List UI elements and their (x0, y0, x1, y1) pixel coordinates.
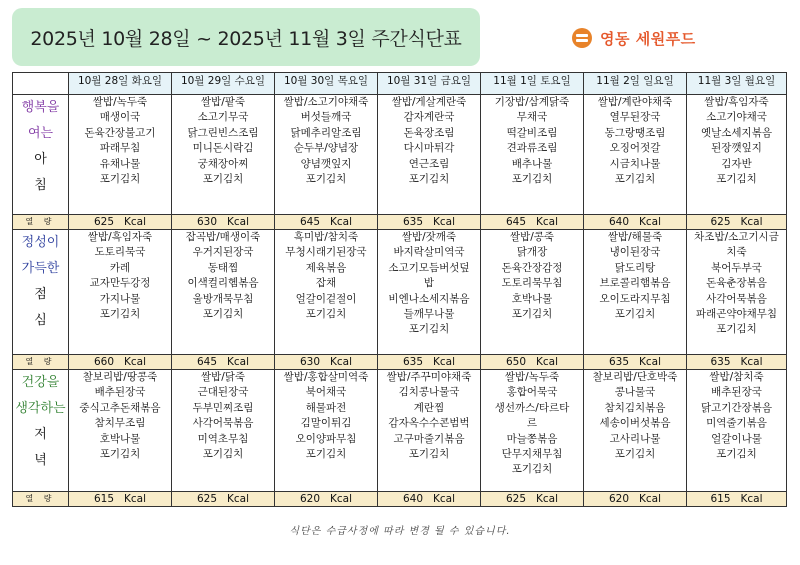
kcal-cell (378, 492, 481, 507)
menu-item: 돈육춘장볶음 (706, 277, 767, 290)
menu-item: 동그랑땡조림 (604, 126, 666, 139)
menu-item: 콩나물국 (614, 386, 656, 399)
kcal-cell (481, 215, 584, 230)
brand-name: 영동 세원푸드 (600, 29, 696, 48)
menu-item: 포기김치 (614, 173, 656, 186)
menu-item: 소고기무국 (197, 111, 249, 124)
menu-item: 다시마튀각 (403, 142, 455, 155)
kcal-value: 615 (710, 493, 731, 505)
menu-item: 얼갈이겉절이 (295, 292, 357, 305)
menu-cell (275, 230, 378, 355)
meal-label-line: 여는 (27, 126, 54, 141)
kcal-unit: Kcal (740, 216, 763, 228)
menu-cell (584, 230, 687, 355)
menu-item: 미역초무침 (197, 432, 249, 445)
kcal-cell (172, 215, 275, 230)
menu-item: 닭메추리알조림 (290, 126, 362, 139)
meal-label-line: 점 심 (34, 287, 57, 328)
kcal-unit: Kcal (124, 356, 147, 368)
menu-item: 르 (526, 417, 538, 430)
menu-item: 궁채장아찌 (197, 157, 249, 170)
kcal-value: 640 (402, 493, 424, 505)
menu-item: 오징어젓갈 (609, 142, 661, 155)
menu-item: 쌀밥/홍합살미역죽 (283, 371, 369, 383)
menu-item: 마늘쫑볶음 (506, 432, 558, 445)
kcal-value: 635 (710, 356, 731, 368)
menu-cell (687, 230, 787, 355)
day-header: 11월 1일 토요일 (481, 73, 584, 95)
dinner-label (13, 370, 69, 492)
menu-item: 쌀밥/녹두죽 (504, 371, 560, 383)
menu-item: 포기김치 (716, 323, 757, 336)
menu-item: 배추된장국 (711, 386, 762, 399)
menu-item: 견과류조림 (506, 142, 558, 155)
breakfast-row (13, 95, 787, 215)
menu-item: 포기김치 (408, 173, 450, 186)
menu-item: 닭개장 (516, 246, 548, 259)
kcal-value: 645 (196, 356, 218, 368)
kcal-value: 630 (196, 216, 218, 228)
kcal-unit: Kcal (536, 216, 559, 228)
menu-item: 울방개묵무침 (192, 292, 254, 305)
kcal-unit: Kcal (639, 216, 662, 228)
menu-item: 사각어묵볶음 (706, 292, 767, 305)
menu-cell (481, 95, 584, 215)
page-title: 2025년 10월 28일 ~ 2025년 11월 3일 주간식단표 (12, 8, 480, 66)
menu-item: 두부민찌조림 (192, 401, 254, 414)
menu-item: 쌀밥/콩죽 (509, 231, 555, 243)
menu-item: 포기김치 (305, 448, 347, 461)
kcal-unit: Kcal (433, 356, 456, 368)
menu-item: 냉이된장국 (609, 246, 661, 259)
meal-label-line: 아 침 (34, 152, 57, 193)
kcal-cell (378, 215, 481, 230)
menu-item: 중식고추돈채볶음 (79, 401, 161, 414)
menu-cell (687, 370, 787, 492)
day-header-row (13, 73, 787, 95)
menu-item: 쌀밥/소고기야채죽 (283, 96, 369, 108)
menu-cell (584, 95, 687, 215)
menu-item: 포기김치 (716, 448, 757, 461)
kcal-unit: Kcal (124, 493, 147, 505)
menu-item: 찰보리밥/땅콩죽 (82, 371, 158, 383)
menu-item: 쌀밥/팥죽 (200, 96, 246, 108)
menu-item: 쌀밥/흑임자죽 (704, 96, 769, 108)
day-header: 10월 31일 금요일 (378, 73, 481, 95)
menu-item: 돈육간장불고기 (84, 126, 156, 139)
menu-item: 닭그린빈스조림 (187, 126, 259, 139)
menu-item: 포기김치 (202, 448, 244, 461)
menu-item: 소고기야채국 (706, 111, 767, 124)
kcal-unit: Kcal (740, 493, 763, 505)
menu-item: 포기김치 (305, 173, 347, 186)
menu-item: 배추된장국 (94, 386, 146, 399)
menu-item: 감자옥수수콘범벅 (388, 417, 470, 430)
menu-cell (378, 370, 481, 492)
menu-item: 쌀밥/흑임자죽 (87, 231, 153, 243)
menu-cell (275, 95, 378, 215)
menu-item: 쌀밥/참치죽 (709, 371, 764, 383)
lunch-kcal-row (13, 355, 787, 370)
menu-item: 쌀밥/계란야채죽 (597, 96, 673, 108)
menu-item: 포기김치 (305, 308, 347, 321)
brand (572, 24, 696, 52)
lunch-label (13, 230, 69, 355)
menu-item: 무채국 (516, 111, 548, 124)
menu-item: 기장밥/삼계닭죽 (494, 96, 570, 108)
menu-item: 파래곤약야채무침 (695, 308, 778, 321)
menu-item: 배추나물 (511, 157, 553, 170)
kcal-cell (172, 355, 275, 370)
menu-item: 동태찜 (207, 261, 239, 274)
menu-item: 연근조림 (408, 157, 450, 170)
menu-item: 세송이버섯볶음 (599, 417, 671, 430)
kcal-cell (172, 492, 275, 507)
kcal-value: 630 (299, 356, 321, 368)
menu-cell (378, 230, 481, 355)
kcal-unit: Kcal (639, 356, 662, 368)
menu-item: 포기김치 (408, 323, 450, 336)
menu-item: 치죽 (726, 246, 747, 259)
meal-label-line: 가득한 (21, 261, 60, 276)
menu-item: 포기김치 (408, 448, 450, 461)
menu-item: 포기김치 (511, 463, 553, 476)
menu-item: 오이도라지무침 (599, 292, 671, 305)
menu-item: 된장깻잎지 (711, 142, 762, 155)
kcal-value: 625 (196, 493, 218, 505)
menu-cell (69, 370, 172, 492)
menu-item: 밥 (423, 277, 435, 290)
menu-item: 고사리나물 (609, 432, 661, 445)
menu-item: 쌀밥/닭죽 (200, 371, 246, 383)
kcal-value: 645 (299, 216, 321, 228)
breakfast-kcal-row (13, 215, 787, 230)
kcal-label: 열 량 (13, 215, 69, 230)
menu-item: 포기김치 (511, 308, 553, 321)
menu-item: 잡채 (315, 277, 337, 290)
menu-cell (69, 95, 172, 215)
menu-item: 포기김치 (99, 448, 141, 461)
menu-item: 찰보리밥/단호박죽 (592, 371, 678, 383)
menu-item: 이색컬리헴볶음 (187, 277, 259, 290)
menu-item: 차조밥/소고기시금 (694, 231, 779, 243)
menu-item: 김자반 (721, 157, 752, 170)
dinner-kcal-row (13, 492, 787, 507)
menu-item: 단무지채무침 (501, 448, 563, 461)
menu-item: 시금치나물 (609, 157, 661, 170)
menu-item: 가지나물 (99, 292, 141, 305)
menu-item: 감자계란국 (403, 111, 455, 124)
menu-item: 참치김치볶음 (604, 401, 666, 414)
kcal-unit: Kcal (330, 216, 353, 228)
kcal-cell (275, 355, 378, 370)
menu-item: 오이양파무침 (295, 432, 357, 445)
day-header: 10월 30일 목요일 (275, 73, 378, 95)
kcal-value: 615 (93, 493, 115, 505)
menu-item: 김치콩나물국 (398, 386, 460, 399)
menu-cell (584, 370, 687, 492)
menu-item: 브로콜리햄볶음 (599, 277, 671, 290)
menu-item: 호박나물 (99, 432, 141, 445)
meal-label-line: 정성이 (21, 235, 60, 250)
weekly-menu-table (12, 72, 787, 507)
kcal-unit: Kcal (433, 216, 456, 228)
menu-item: 사각어묵볶음 (192, 417, 254, 430)
menu-cell (69, 230, 172, 355)
menu-item: 고구마줄기볶음 (393, 432, 465, 445)
kcal-unit: Kcal (433, 493, 456, 505)
menu-item: 호박나물 (511, 292, 553, 305)
menu-item: 잡곡밥/매생이죽 (185, 231, 261, 243)
kcal-cell (69, 355, 172, 370)
menu-item: 북어채국 (305, 386, 347, 399)
kcal-value: 650 (505, 356, 527, 368)
kcal-label: 열 량 (13, 492, 69, 507)
menu-item: 쌀밥/해물죽 (607, 231, 663, 243)
lunch-row (13, 230, 787, 355)
menu-item: 닭고기간장볶음 (700, 401, 772, 414)
day-header: 11월 3일 월요일 (687, 73, 787, 95)
menu-item: 얼갈이나물 (711, 432, 762, 445)
menu-item: 돈육간장감정 (501, 261, 563, 274)
menu-item: 포기김치 (614, 448, 656, 461)
kcal-unit: Kcal (227, 493, 250, 505)
menu-item: 미니돈시락김 (192, 142, 254, 155)
kcal-cell (687, 492, 787, 507)
menu-item: 쌀밥/게살계란죽 (391, 96, 467, 108)
kcal-value: 660 (93, 356, 115, 368)
menu-item: 포기김치 (99, 308, 141, 321)
kcal-value: 640 (608, 216, 630, 228)
menu-item: 버섯들깨국 (300, 111, 352, 124)
menu-item: 도토리묵무침 (501, 277, 563, 290)
menu-item: 양념깻잎지 (300, 157, 352, 170)
menu-item: 포기김치 (614, 308, 656, 321)
footnote: 식단은 수급사정에 따라 변경 될 수 있습니다. (289, 526, 511, 537)
menu-item: 제육볶음 (305, 261, 347, 274)
kcal-unit: Kcal (227, 216, 250, 228)
menu-cell (481, 370, 584, 492)
kcal-value: 635 (402, 356, 424, 368)
menu-item: 생선까스/타르타 (494, 401, 570, 414)
menu-item: 들깨무나물 (403, 308, 455, 321)
menu-item: 카레 (109, 261, 131, 274)
menu-item: 북어두부국 (711, 261, 762, 274)
menu-item: 흑미밥/참치죽 (293, 231, 359, 243)
menu-cell (172, 95, 275, 215)
menu-item: 우거지된장국 (192, 246, 254, 259)
menu-item: 포기김치 (202, 173, 244, 186)
meal-label-line: 건강을 (21, 375, 60, 390)
kcal-cell (584, 355, 687, 370)
kcal-value: 620 (608, 493, 630, 505)
menu-item: 매생이국 (99, 111, 141, 124)
menu-item: 쌀밥/주꾸미야채죽 (386, 371, 472, 383)
dinner-row (13, 370, 787, 492)
meal-label-line: 생각하는 (15, 401, 66, 416)
kcal-value: 620 (299, 493, 321, 505)
menu-cell (378, 95, 481, 215)
kcal-value: 645 (505, 216, 527, 228)
menu-item: 쌀밥/잣깨죽 (401, 231, 457, 243)
menu-item: 무청시래기된장국 (285, 246, 367, 259)
menu-item: 계란찜 (413, 401, 445, 414)
menu-item: 참치무조림 (94, 417, 146, 430)
kcal-label: 열 량 (13, 355, 69, 370)
menu-cell (481, 230, 584, 355)
kcal-unit: Kcal (330, 356, 353, 368)
menu-item: 근대된장국 (197, 386, 249, 399)
menu-item: 돈육장조림 (403, 126, 455, 139)
menu-item: 포기김치 (716, 173, 757, 186)
kcal-unit: Kcal (639, 493, 662, 505)
kcal-value: 625 (505, 493, 527, 505)
day-header: 10월 28일 화요일 (69, 73, 172, 95)
kcal-unit: Kcal (124, 216, 147, 228)
kcal-cell (69, 492, 172, 507)
menu-item: 해물파전 (305, 401, 347, 414)
kcal-cell (687, 215, 787, 230)
menu-item: 옛날소세지볶음 (700, 126, 772, 139)
company-logo-icon (572, 28, 592, 48)
menu-item: 닭도리탕 (614, 261, 656, 274)
menu-item: 포기김치 (99, 173, 141, 186)
kcal-cell (687, 355, 787, 370)
kcal-value: 625 (93, 216, 115, 228)
menu-item: 비엔나소세지볶음 (388, 292, 470, 305)
meal-label-line: 행복을 (21, 100, 60, 115)
menu-cell (172, 370, 275, 492)
menu-item: 쌀밥/녹두죽 (92, 96, 148, 108)
kcal-value: 625 (710, 216, 731, 228)
kcal-cell (275, 215, 378, 230)
kcal-cell (275, 492, 378, 507)
menu-item: 도토리묵국 (94, 246, 146, 259)
menu-item: 포기김치 (511, 173, 553, 186)
menu-item: 미역줄기볶음 (706, 417, 767, 430)
menu-item: 유채나물 (99, 157, 141, 170)
menu-item: 순두부/양념장 (293, 142, 359, 155)
kcal-cell (584, 215, 687, 230)
menu-item: 떡갈비조림 (506, 126, 558, 139)
day-header: 10월 29일 수요일 (172, 73, 275, 95)
menu-cell (172, 230, 275, 355)
menu-item: 포기김치 (202, 308, 244, 321)
kcal-cell (378, 355, 481, 370)
menu-cell (687, 95, 787, 215)
menu-item: 교자만두강정 (89, 277, 151, 290)
menu-item: 홍합어묵국 (506, 386, 558, 399)
day-header: 11월 2일 일요일 (584, 73, 687, 95)
corner-cell (13, 73, 69, 95)
menu-item: 소고기모듬버섯덮 (388, 261, 470, 274)
kcal-cell (584, 492, 687, 507)
kcal-cell (481, 492, 584, 507)
kcal-unit: Kcal (227, 356, 250, 368)
kcal-value: 635 (402, 216, 424, 228)
kcal-cell (69, 215, 172, 230)
meal-label-line: 저 녁 (34, 427, 57, 468)
kcal-value: 635 (608, 356, 630, 368)
menu-item: 김말이튀김 (300, 417, 352, 430)
kcal-unit: Kcal (740, 356, 763, 368)
kcal-unit: Kcal (536, 493, 559, 505)
kcal-unit: Kcal (536, 356, 559, 368)
menu-item: 파래무침 (99, 142, 141, 155)
kcal-unit: Kcal (330, 493, 353, 505)
breakfast-label (13, 95, 69, 215)
menu-item: 열무된장국 (609, 111, 661, 124)
kcal-cell (481, 355, 584, 370)
menu-item: 바지락살미역국 (393, 246, 465, 259)
menu-cell (275, 370, 378, 492)
